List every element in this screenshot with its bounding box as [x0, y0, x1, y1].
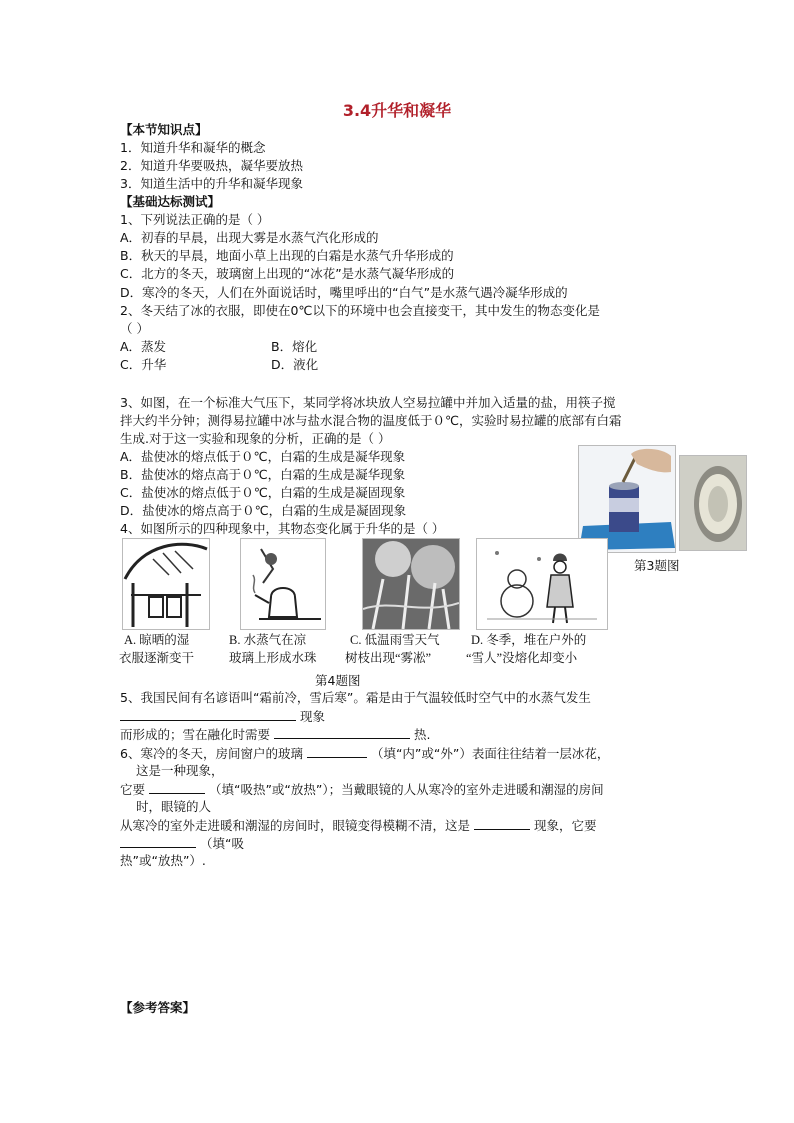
q2-stem: 2、冬天结了冰的衣服，即使在0℃以下的环境中也会直接变干，其中发生的物态变化是: [120, 303, 600, 318]
q4-caption-b: B. 水蒸气在凉: [229, 633, 307, 647]
q5-blank-1[interactable]: [120, 707, 296, 721]
q6-text: 6、寒冷的冬天，房间窗户的玻璃: [120, 746, 303, 761]
q6-line: [120, 780, 604, 799]
q6-line: [120, 816, 597, 835]
q1-option-a: A．初春的早晨，出现大雾是水蒸气汽化形成的: [120, 230, 379, 245]
q4-caption-b: 玻璃上形成水珠: [229, 651, 317, 665]
q4-caption-c: 树枝出现“雾凇”: [345, 651, 432, 665]
q5-line: [120, 725, 430, 744]
q4-figure-b-kettle: [240, 538, 326, 630]
q6-blank-3[interactable]: [474, 816, 530, 830]
q4-caption-d: “雪人”没熔化却变小: [466, 651, 578, 665]
q3-stem-line: 生成.对于这一实验和现象的分析，正确的是（ ）: [120, 431, 391, 446]
q6-line: [120, 744, 609, 763]
q6-text: 它要: [120, 782, 146, 797]
q4-stem: 4、如图所示的四种现象中，其物态变化属于升华的是（ ）: [120, 521, 445, 536]
q3-figure-caption: 第3题图: [634, 558, 680, 573]
q6-text: （填“吸热”或“放热”）；当戴眼镜的人从寒冷的室外走进暖和潮湿的房间: [208, 782, 604, 797]
q1-option-c: C．北方的冬天，玻璃窗上出现的“冰花”是水蒸气凝华形成的: [120, 266, 455, 281]
q3-stem-line: 拌大约半分钟；测得易拉罐中冰与盐水混合物的温度低于０℃，实验时易拉罐的底部有白霜: [120, 413, 622, 428]
q1-option-d: D．寒冷的冬天，人们在外面说话时，嘴里呼出的“白气”是水蒸气遇冷凝华形成的: [120, 285, 568, 300]
q4-figure-caption: 第4题图: [315, 673, 361, 688]
q4-figure-a-laundry: [122, 538, 210, 630]
q4-caption-c: C. 低温雨雪天气: [350, 633, 440, 647]
q6-text: （填“吸: [199, 836, 244, 851]
q4-caption-d: D. 冬季，堆在户外的: [471, 633, 587, 647]
q2-option-a: A．蒸发: [120, 339, 167, 354]
q4-caption-a: A. 晾晒的湿: [124, 633, 190, 647]
q6-line: 时，眼镜的人: [136, 799, 212, 814]
q2-option-b: B．熔化: [271, 339, 318, 354]
q6-line: 热”或“放热”）.: [120, 853, 206, 868]
knowledge-item: 1．知道升华和凝华的概念: [120, 140, 266, 155]
q6-text: （填“内”或“外”）表面往往结着一层冰花，: [370, 746, 610, 761]
q5-line: 5、我国民间有名谚语叫“霜前冷，雪后寒”。霜是由于气温较低时空气中的水蒸气发生: [120, 690, 591, 705]
q2-stem-bracket: （ ）: [120, 321, 149, 336]
q3-option-c: C．盐使冰的熔点低于０℃，白霜的生成是凝固现象: [120, 485, 406, 500]
q1-stem: 1、下列说法正确的是（ ）: [120, 212, 270, 227]
q6-line: 这是一种现象，: [136, 763, 224, 778]
q5-text: 热.: [413, 727, 431, 742]
knowledge-item: 2．知道升华要吸热，凝华要放热: [120, 158, 303, 173]
q3-figure-can: [578, 445, 676, 553]
q4-caption-a: 衣服逐渐变干: [119, 651, 195, 665]
q3-option-d: D．盐使冰的熔点高于０℃，白霜的生成是凝固现象: [120, 503, 407, 518]
q5-text: 而形成的；雪在融化时需要: [120, 727, 271, 742]
page-title: 3.4升华和凝华: [342, 101, 452, 120]
q5-text: 现象: [299, 709, 325, 724]
q3-option-a: A．盐使冰的熔点低于０℃，白霜的生成是凝华现象: [120, 449, 406, 464]
test-header: 【基础达标测试】: [120, 194, 221, 209]
knowledge-header: 【本节知识点】: [120, 122, 208, 137]
q6-line: [120, 834, 244, 853]
q2-option-c: C．升华: [120, 357, 167, 372]
knowledge-item: 3．知道生活中的升华和凝华现象: [120, 176, 303, 191]
q6-text: 从寒冷的室外走进暖和潮湿的房间时，眼镜变得模糊不清，这是: [120, 818, 471, 833]
q2-option-d: D．液化: [271, 357, 319, 372]
q4-figure-c-rime: [362, 538, 460, 630]
q5-blank-2[interactable]: [274, 725, 410, 739]
q3-stem-line: 3、如图，在一个标准大气压下，某同学将冰块放人空易拉罐中并加入适量的盐，用筷子搅: [120, 395, 616, 410]
q3-option-b: B．盐使冰的熔点高于０℃，白霜的生成是凝华现象: [120, 467, 406, 482]
q1-option-b: B．秋天的早晨，地面小草上出现的白霜是水蒸气升华形成的: [120, 248, 454, 263]
q5-line: [120, 707, 325, 726]
q6-text: 现象，它要: [533, 818, 597, 833]
q4-figure-d-snowman: [476, 538, 608, 630]
q6-blank-2[interactable]: [149, 780, 205, 794]
q6-blank-1[interactable]: [307, 744, 367, 758]
q6-blank-4[interactable]: [120, 834, 196, 848]
q3-figure-frost: [679, 455, 747, 551]
answer-header: 【参考答案】: [120, 1000, 196, 1015]
